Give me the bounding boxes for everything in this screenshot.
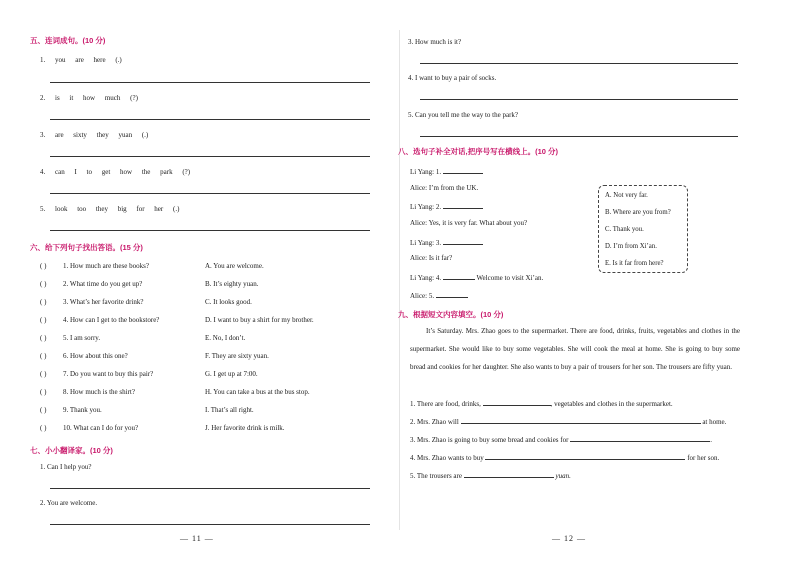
s5-item-1: 1. you are here (.) [40,56,122,64]
s6-paren-10[interactable]: ( ) [40,424,47,432]
s6-question-4: 4. How can I get to the bookstore? [63,316,160,324]
s5-answer-line-1[interactable] [50,82,370,83]
page-number-left: — 11 — [180,534,214,543]
s9-blank-5[interactable] [464,470,554,478]
s6-answer-B: B. It’s eighty yuan. [205,280,259,288]
s9-q1-text-a: 1. There are food, drinks, [410,400,481,408]
s5-answer-line-3[interactable] [50,156,370,157]
s6-paren-1[interactable]: ( ) [40,262,47,270]
s8-dialog-1-text: Li Yang: 1. [410,168,442,176]
s6-question-5: 5. I am sorry. [63,334,101,342]
s8-dialog-8-text: Alice: 5. [410,292,435,300]
s6-paren-3[interactable]: ( ) [40,298,47,306]
s8-dialog-4: Alice: Yes, it is very far. What about you? [410,219,528,227]
s6-paren-6[interactable]: ( ) [40,352,47,360]
s9-q5-text-a: 5. The trousers are [410,472,462,480]
right-page [400,0,800,565]
s6-answer-I: I. That’s all right. [205,406,254,414]
s6-answer-A: A. You are welcome. [205,262,264,270]
s9-q4-text-b: for her son. [687,454,720,462]
s5-answer-line-2[interactable] [50,119,370,120]
s6-question-3: 3. What’s her favorite drink? [63,298,144,306]
s6-question-6: 6. How about this one? [63,352,128,360]
s6-paren-4[interactable]: ( ) [40,316,47,324]
s6-answer-E: E. No, I don’t. [205,334,246,342]
s9-blank-3[interactable] [570,434,710,442]
section8-title: 八、选句子补全对话,把序号写在横线上。(10 分) [398,147,559,156]
s7-answer-line-1[interactable] [50,488,370,489]
s5-item-2: 2. is it how much (?) [40,94,138,102]
s7-answer-line-3[interactable] [420,63,738,64]
s6-paren-7[interactable]: ( ) [40,370,47,378]
s6-paren-2[interactable]: ( ) [40,280,47,288]
s6-question-2: 2. What time do you get up? [63,280,143,288]
s6-paren-8[interactable]: ( ) [40,388,47,396]
section5-title: 五、连词成句。(10 分) [30,36,106,45]
s7-item-5: 5. Can you tell me the way to the park? [408,111,519,119]
s7-item-1: 1. Can I help you? [40,463,92,471]
s5-answer-line-4[interactable] [50,193,370,194]
s6-question-8: 8. How much is the shirt? [63,388,135,396]
s8-dialog-3-text: Li Yang: 2. [410,203,442,211]
s8-blank-1[interactable] [443,166,483,174]
s9-blank-1[interactable] [483,398,551,406]
s6-paren-9[interactable]: ( ) [40,406,47,414]
s6-question-9: 9. Thank you. [63,406,102,414]
s9-question-1 [410,398,673,408]
s7-item-3: 3. How much is it? [408,38,462,46]
section7-title: 七、小小翻译家。(10 分) [30,446,113,455]
s7-answer-line-4[interactable] [420,99,738,100]
s8-blank-5[interactable] [436,290,468,298]
s5-item-3: 3. are sixty they yuan (.) [40,131,149,139]
s9-question-4 [410,452,719,462]
s6-answer-H: H. You can take a bus at the bus stop. [205,388,310,396]
page-number-right: — 12 — [552,534,586,543]
s9-q1-text-b: , vegetables and clothes in the supermarket. [550,400,673,408]
s8-option-A: A. Not very far. [605,192,648,199]
s8-option-B: B. Where are you from? [605,209,671,216]
s9-question-2 [410,416,726,426]
s5-item-4: 4. can I to get how the park (?) [40,168,191,176]
s9-blank-2[interactable] [461,416,701,424]
s9-q4-text-a: 4. Mrs. Zhao wants to buy [410,454,484,462]
s9-question-3 [410,434,712,444]
s8-dialog-1 [410,166,483,176]
s8-blank-2[interactable] [443,201,483,209]
s6-answer-F: F. They are sixty yuan. [205,352,269,360]
s5-answer-line-5[interactable] [50,230,370,231]
s7-answer-line-5[interactable] [420,136,738,137]
s8-option-D: D. I’m from Xi’an. [605,243,657,250]
s8-dialog-7 [410,272,543,282]
s6-question-1: 1. How much are these books? [63,262,149,270]
s9-blank-4[interactable] [485,452,685,460]
s7-answer-line-2[interactable] [50,524,370,525]
s8-option-E: E. Is it far from here? [605,260,664,267]
s6-question-7: 7. Do you want to buy this pair? [63,370,154,378]
s8-dialog-8 [410,290,468,300]
s9-q2-text-a: 2. Mrs. Zhao will [410,418,459,426]
s5-item-5: 5. look too they big for her (.) [40,205,180,213]
s6-answer-C: C. It looks good. [205,298,252,306]
s8-options-box [598,185,688,273]
s9-q3-text-a: 3. Mrs. Zhao is going to buy some bread and cookies for [410,436,569,444]
s8-blank-4[interactable] [443,272,475,280]
s9-q3-text-b: . [710,436,712,444]
s8-dialog-5-text: Li Yang: 3. [410,239,442,247]
s8-dialog-3 [410,201,483,211]
s9-q2-text-b: at home. [702,418,727,426]
s8-dialog-7-tail: Welcome to visit Xi’an. [476,274,544,282]
s7-item-4: 4. I want to buy a pair of socks. [408,74,497,82]
s8-blank-3[interactable] [443,237,483,245]
s6-question-10: 10. What can I do for you? [63,424,139,432]
s8-dialog-5 [410,237,483,247]
s6-answer-G: G. I get up at 7:00. [205,370,258,378]
s6-answer-D: D. I want to buy a shirt for my brother. [205,316,314,324]
s9-q5-text-b: yuan. [555,472,571,480]
s6-paren-5[interactable]: ( ) [40,334,47,342]
s6-answer-J: J. Her favorite drink is milk. [205,424,285,432]
section9-title: 九、根据短文内容填空。(10 分) [398,310,504,319]
s8-dialog-2: Alice: I’m from the UK. [410,184,479,192]
section6-title: 六、给下列句子找出答语。(15 分) [30,243,143,252]
s8-dialog-6: Alice: Is it far? [410,254,453,262]
s7-item-2: 2. You are welcome. [40,499,98,507]
s9-passage: It’s Saturday. Mrs. Zhao goes to the supermarket. There are food, drinks, fruits, vegetables and clothes in the supermarket. She would like to buy some vegetables. She will cook the meal at home. She is going to buy some bread and cookies for her daughter. She also wants to buy a pair of trousers for her son. The trousers are fifty yuan. [410,327,740,371]
s9-question-5 [410,470,571,480]
s8-dialog-7-text: Li Yang: 4. [410,274,442,282]
s8-option-C: C. Thank you. [605,226,644,233]
